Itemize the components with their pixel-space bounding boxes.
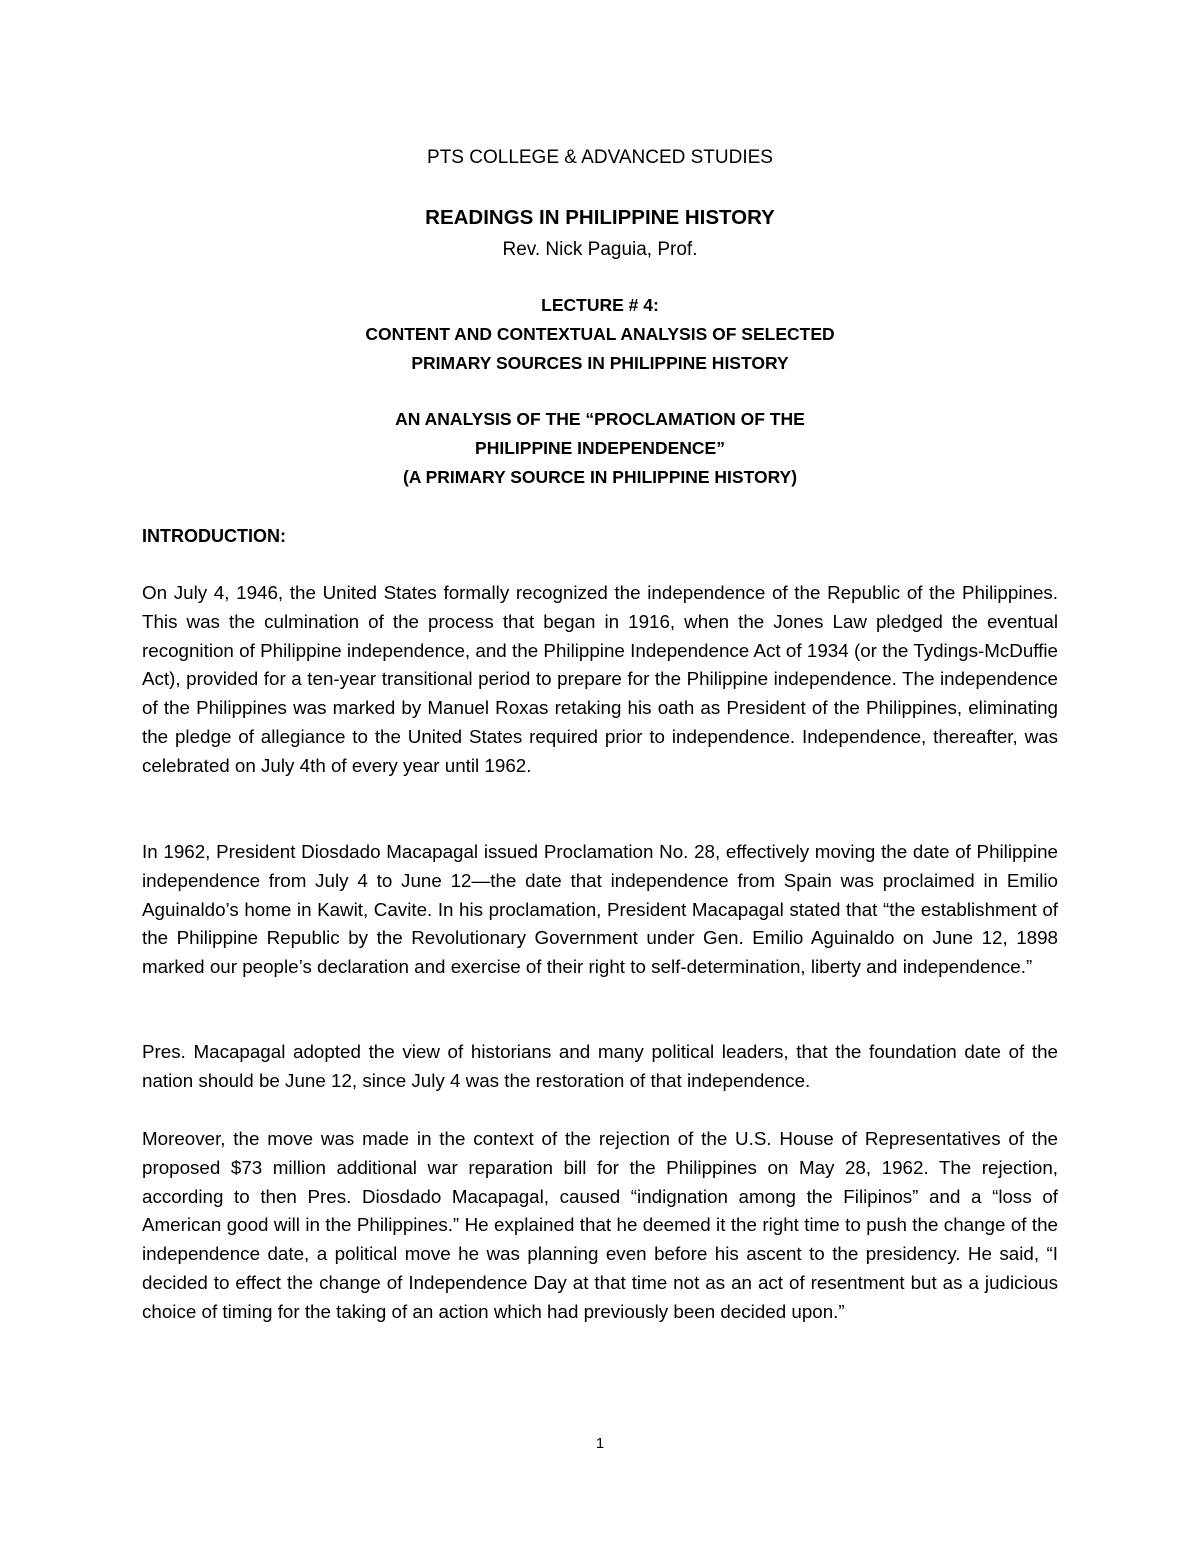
institution-name: PTS COLLEGE & ADVANCED STUDIES <box>427 147 773 168</box>
body-paragraph-1: On July 4, 1946, the United States formally recognized the independence of the Republic of the Philippines. This was the culmination of the process that began in 1916, when the Jones Law pledged the eventual recognition of Philippine independence, and the Philippine Independence Act of 1934 (or the Tydings-McDuffie Act), provided for a ten-year transitional period to prepare for the Philippine independence. The independence of the Philippines was marked by Manuel Roxas retaking his oath as President of the Philippines, eliminating the pledge of allegiance to the United States required prior to independence. Independence, thereafter, was celebrated on July 4th of every year until 1962. <box>142 582 1058 776</box>
lecture-title-line-2: PRIMARY SOURCES IN PHILIPPINE HISTORY <box>411 353 789 373</box>
body-paragraph-4: Moreover, the move was made in the context of the rejection of the U.S. House of Representatives of the proposed $73 million additional war reparation bill for the Philippines on May 28, 1962. The rejection, according to then Pres. Diosdado Macapagal, caused “indignation among the Filipinos” and a “loss of American good will in the Philippines.” He explained that he deemed it the right time to push the change of the independence date, a political move he was planning even before his ascent to the presidency. He said, “I decided to effect the change of Independence Day at that time not as an act of resentment but as a judicious choice of timing for the taking of an action which had previously been decided upon.” <box>142 1128 1058 1322</box>
lecture-heading <box>0 291 1200 378</box>
analysis-title-line-1: AN ANALYSIS OF THE “PROCLAMATION OF THE <box>395 409 805 429</box>
analysis-title-line-2: PHILIPPINE INDEPENDENCE” <box>475 438 725 458</box>
introduction-heading: INTRODUCTION: <box>142 526 286 546</box>
body-paragraph-2: In 1962, President Diosdado Macapagal issued Proclamation No. 28, effectively moving the date of Philippine independence from July 4 to June 12—the date that independence from Spain was proclaimed in Emilio Aguinaldo’s home in Kawit, Cavite. In his proclamation, President Macapagal stated that “the establishment of the Philippine Republic by the Revolutionary Government under Gen. Emilio Aguinaldo on June 12, 1898 marked our people’s declaration and exercise of their right to self-determination, liberty and independence.” <box>142 841 1058 978</box>
course-title: READINGS IN PHILIPPINE HISTORY <box>425 206 775 229</box>
body-paragraph-3: Pres. Macapagal adopted the view of historians and many political leaders, that the foundation date of the nation should be June 12, since July 4 was the restoration of that independence. <box>142 1041 1058 1091</box>
analysis-heading <box>0 405 1200 492</box>
page-number: 1 <box>595 1435 605 1452</box>
professor-name: Rev. Nick Paguia, Prof. <box>502 239 698 260</box>
lecture-title-line-1: CONTENT AND CONTEXTUAL ANALYSIS OF SELECTED <box>365 324 835 344</box>
analysis-title-line-3: (A PRIMARY SOURCE IN PHILIPPINE HISTORY) <box>402 467 798 487</box>
lecture-number: LECTURE # 4: <box>541 295 659 315</box>
